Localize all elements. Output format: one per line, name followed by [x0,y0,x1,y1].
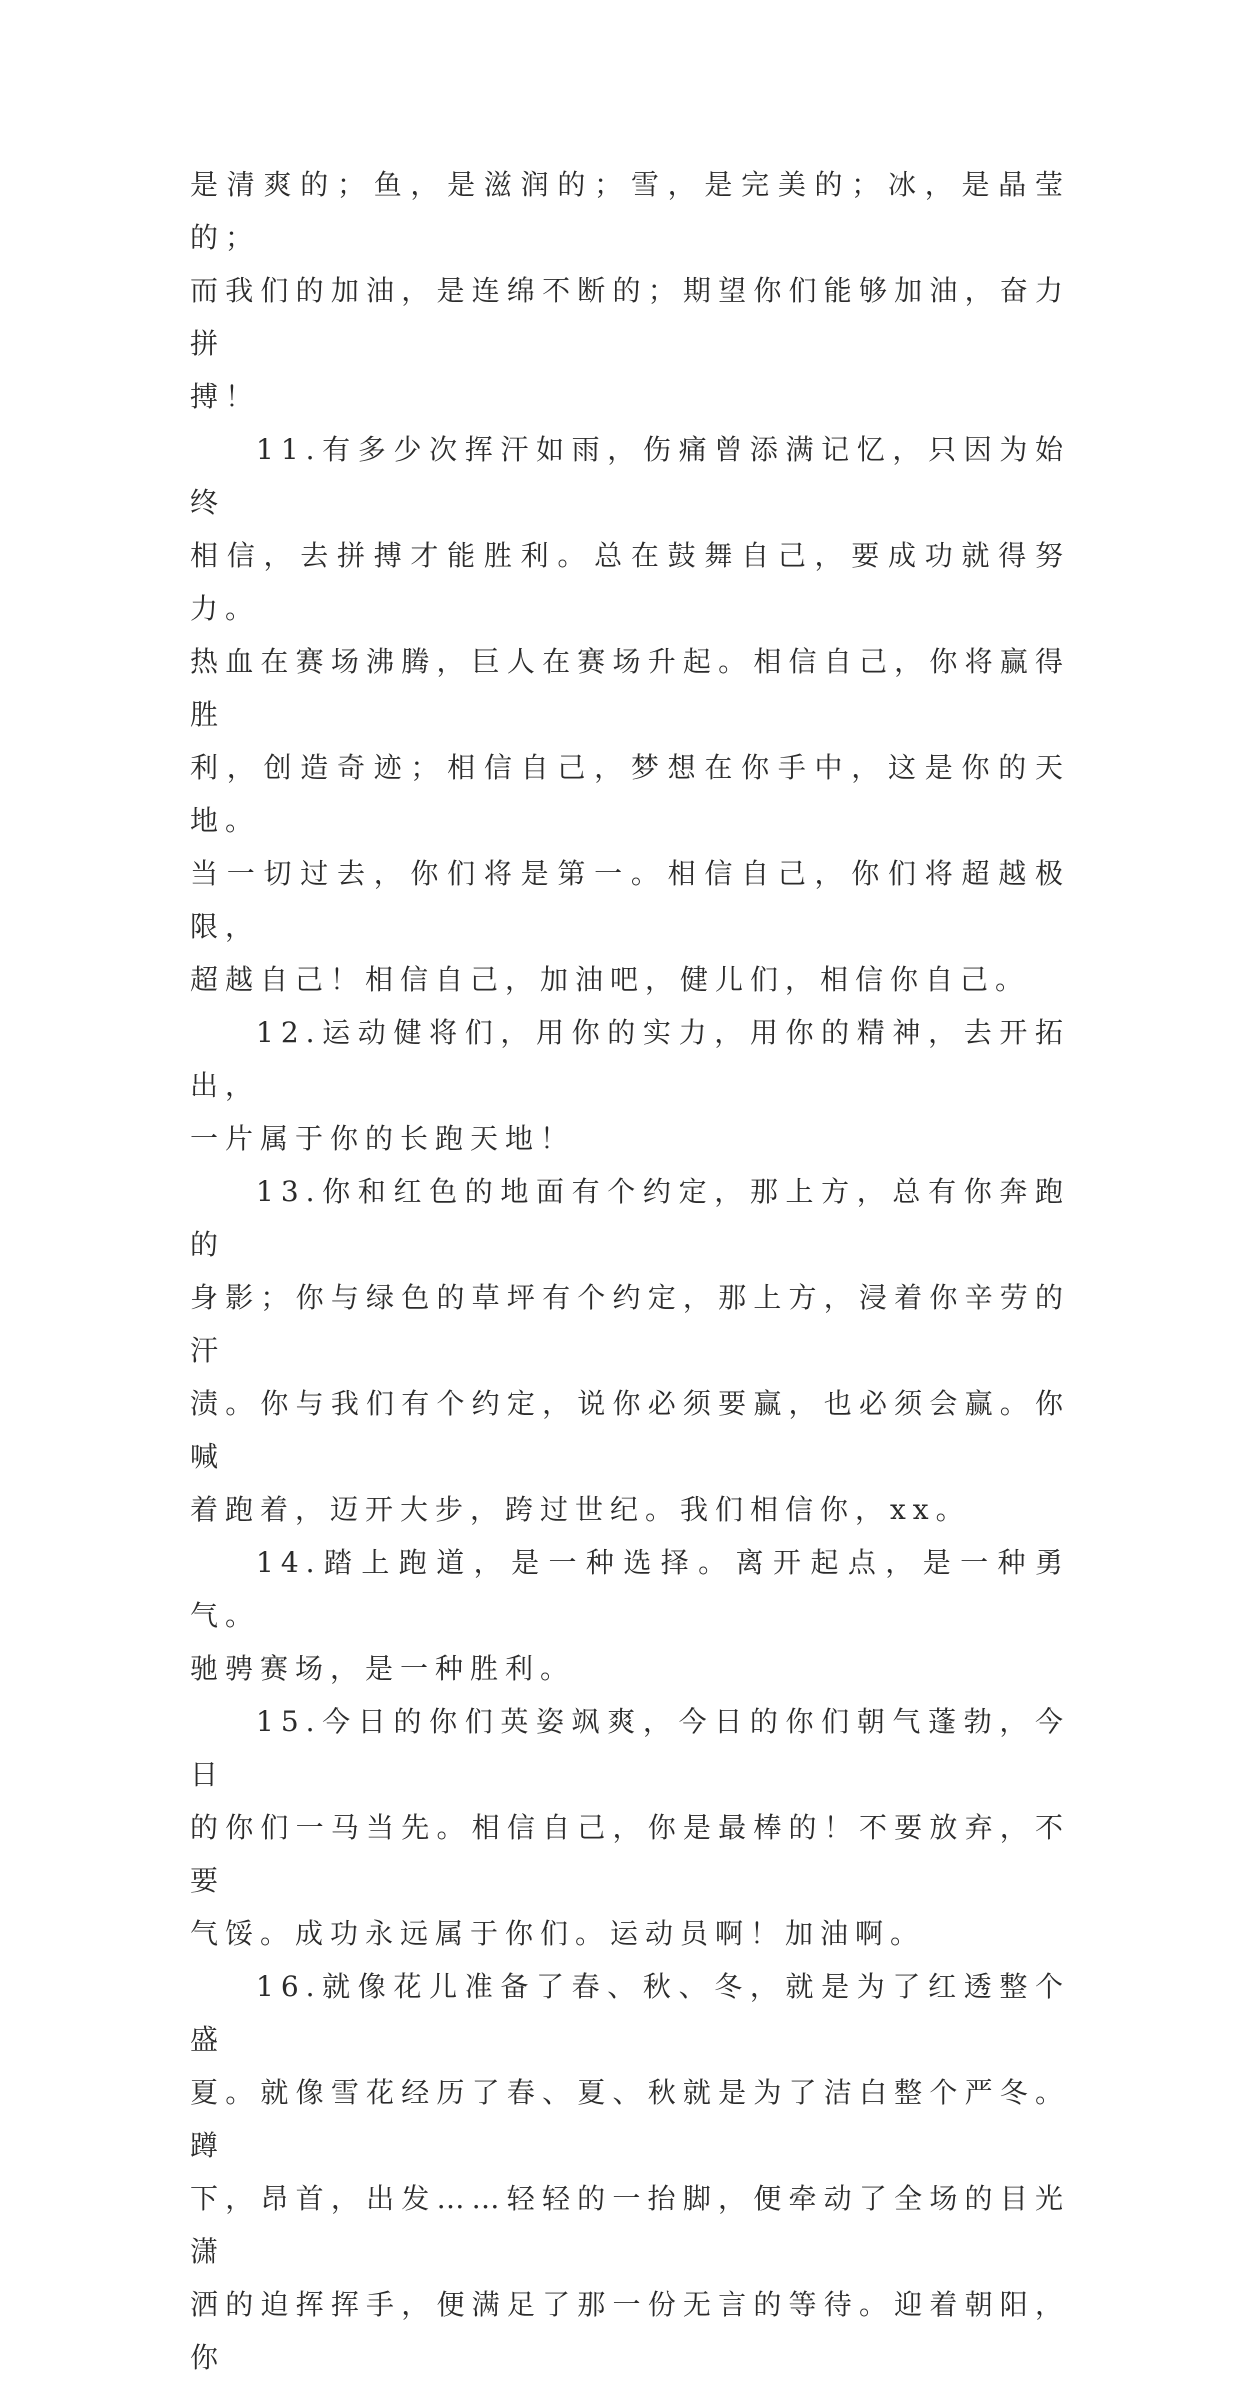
text-line: 搏！ [190,380,261,413]
text-line: 利，创造奇迹；相信自己，梦想在你手中，这是你的天地。 [190,751,1070,837]
text-line: 一片属于你的长跑天地！ [190,1122,576,1155]
text-line: 16.就像花儿准备了春、秋、冬，就是为了红透整个盛 [190,1970,1070,2056]
paragraph-continuation [190,158,1070,423]
paragraph-14 [190,1536,1070,1695]
document-body [190,158,1070,2384]
text-line: 渍。你与我们有个约定，说你必须要赢，也必须会赢。你喊 [190,1387,1070,1473]
text-line: 下，昂首，出发……轻轻的一抬脚，便牵动了全场的目光潇 [190,2182,1070,2268]
text-line: 身影；你与绿色的草坪有个约定，那上方，浸着你辛劳的汗 [190,1281,1070,1367]
text-line: 是清爽的；鱼，是滋润的；雪，是完美的；冰，是晶莹的； [190,168,1070,254]
text-line: 着跑着，迈开大步，跨过世纪。我们相信你，xx。 [190,1493,971,1526]
paragraph-16 [190,1960,1070,2384]
text-line: 的你们一马当先。相信自己，你是最棒的！不要放弃，不要 [190,1811,1070,1897]
text-line: 超越自己！相信自己，加油吧，健儿们，相信你自己。 [190,963,1031,996]
text-line: 驰骋赛场，是一种胜利。 [190,1652,576,1685]
text-line: 15.今日的你们英姿飒爽，今日的你们朝气蓬勃，今日 [190,1705,1070,1791]
paragraph-13 [190,1165,1070,1536]
paragraph-11 [190,423,1070,1006]
text-line: 当一切过去，你们将是第一。相信自己，你们将超越极限， [190,857,1070,943]
text-line: 气馁。成功永远属于你们。运动员啊！加油啊。 [190,1917,926,1950]
text-line: 夏。就像雪花经历了春、夏、秋就是为了洁白整个严冬。蹲 [190,2076,1070,2162]
text-line: 热血在赛场沸腾，巨人在赛场升起。相信自己，你将赢得胜 [190,645,1070,731]
text-line: 而我们的加油，是连绵不断的；期望你们能够加油，奋力拼 [190,274,1070,360]
text-line: 12.运动健将们，用你的实力，用你的精神，去开拓出， [190,1016,1070,1102]
text-line: 相信，去拼搏才能胜利。总在鼓舞自己，要成功就得努力。 [190,539,1070,625]
text-line: 13.你和红色的地面有个约定，那上方，总有你奔跑的 [190,1175,1070,1261]
paragraph-15 [190,1695,1070,1960]
text-line: 11.有多少次挥汗如雨，伤痛曾添满记忆，只因为始终 [190,433,1070,519]
paragraph-12 [190,1006,1070,1165]
text-line: 洒的迫挥挥手，便满足了那一份无言的等待。迎着朝阳，你 [190,2288,1070,2374]
text-line: 14.踏上跑道，是一种选择。离开起点，是一种勇气。 [190,1546,1070,1632]
